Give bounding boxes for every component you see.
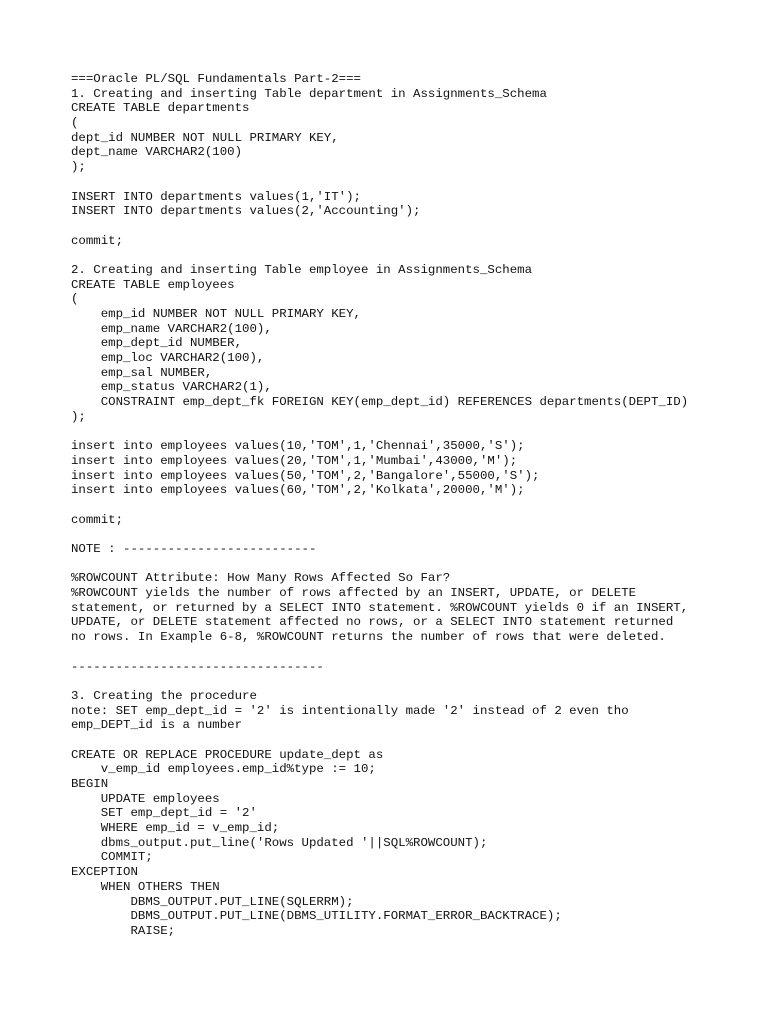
code-line: emp_loc VARCHAR2(100), — [71, 351, 265, 366]
code-line: INSERT INTO departments values(2,'Accounting'); — [71, 204, 421, 219]
code-line: RAISE; — [71, 923, 176, 938]
code-line: BEGIN — [71, 777, 109, 791]
code-line: insert into employees values(10,'TOM',1,'Chennai',35000,'S'); — [71, 439, 525, 454]
blank-line — [71, 175, 748, 190]
note-text: statement, or returned by a SELECT INTO statement. %ROWCOUNT yields 0 if an INSERT, — [71, 600, 689, 615]
note-text: %ROWCOUNT yields the number of rows affected by an INSERT, UPDATE, or DELETE — [71, 586, 637, 601]
code-line: INSERT INTO departments values(1,'IT'); — [71, 189, 361, 204]
document-title: ===Oracle PL/SQL Fundamentals Part-2=== — [71, 72, 361, 86]
blank-line — [71, 645, 748, 660]
code-line: CREATE TABLE departments — [71, 101, 250, 116]
code-line: ( — [71, 116, 79, 131]
code-line: ); — [71, 409, 86, 424]
code-line: COMMIT; — [71, 850, 153, 865]
blank-line — [71, 527, 748, 542]
note-text: emp_DEPT_id is a number — [71, 718, 243, 733]
code-line: emp_id NUMBER NOT NULL PRIMARY KEY, — [71, 307, 361, 321]
code-line: dept_id NUMBER NOT NULL PRIMARY KEY, — [71, 130, 339, 145]
code-line: EXCEPTION — [71, 865, 138, 880]
code-line: dept_name VARCHAR2(100) — [71, 145, 243, 160]
code-line: WHERE emp_id = v_emp_id; — [71, 821, 280, 836]
code-line: insert into employees values(50,'TOM',2,'Bangalore',55000,'S'); — [71, 468, 540, 483]
separator-line: ---------------------------------- — [71, 659, 324, 674]
blank-line — [71, 557, 748, 572]
code-line: emp_status VARCHAR2(1), — [71, 380, 272, 395]
code-line: WHEN OTHERS THEN — [71, 879, 220, 894]
code-line: commit; — [71, 512, 124, 527]
code-line: CREATE TABLE employees — [71, 277, 235, 292]
note-heading: NOTE : -------------------------- — [71, 542, 317, 556]
note-text: %ROWCOUNT Attribute: How Many Rows Affected So Far? — [71, 571, 451, 586]
blank-line — [71, 425, 748, 440]
code-line: emp_name VARCHAR2(100), — [71, 321, 272, 336]
document-page — [71, 72, 748, 939]
code-line: CREATE OR REPLACE PROCEDURE update_dept as — [71, 747, 384, 762]
code-line: emp_sal NUMBER, — [71, 365, 213, 380]
section-1-heading: 1. Creating and inserting Table department in Assignments_Schema — [71, 86, 547, 101]
code-line: DBMS_OUTPUT.PUT_LINE(SQLERRM); — [71, 894, 354, 909]
section-3-heading: 3. Creating the procedure — [71, 688, 257, 703]
blank-line — [71, 498, 748, 513]
blank-line — [71, 733, 748, 748]
code-line: insert into employees values(60,'TOM',2,'Kolkata',20000,'M'); — [71, 483, 525, 498]
note-text: UPDATE, or DELETE statement affected no rows, or a SELECT INTO statement returned — [71, 615, 674, 630]
section-2-heading: 2. Creating and inserting Table employee in Assignments_Schema — [71, 262, 533, 277]
code-line: insert into employees values(20,'TOM',1,'Mumbai',43000,'M'); — [71, 453, 518, 468]
blank-line — [71, 219, 748, 234]
code-line: CONSTRAINT emp_dept_fk FOREIGN KEY(emp_dept_id) REFERENCES departments(DEPT_ID) — [71, 395, 689, 410]
code-line: DBMS_OUTPUT.PUT_LINE(DBMS_UTILITY.FORMAT_ERROR_BACKTRACE); — [71, 909, 562, 924]
note-text: note: SET emp_dept_id = '2' is intentionally made '2' instead of 2 even tho — [71, 703, 629, 718]
blank-line — [71, 674, 748, 689]
blank-line — [71, 248, 748, 263]
code-line: UPDATE employees — [71, 791, 220, 806]
code-line: SET emp_dept_id = '2' — [71, 806, 257, 821]
code-line: commit; — [71, 233, 124, 248]
code-line: emp_dept_id NUMBER, — [71, 336, 243, 351]
code-line: v_emp_id employees.emp_id%type := 10; — [71, 762, 376, 777]
code-line: dbms_output.put_line('Rows Updated '||SQL%ROWCOUNT); — [71, 835, 488, 850]
code-line: ( — [71, 292, 79, 307]
code-line: ); — [71, 160, 86, 175]
note-text: no rows. In Example 6-8, %ROWCOUNT returns the number of rows that were deleted. — [71, 630, 666, 645]
